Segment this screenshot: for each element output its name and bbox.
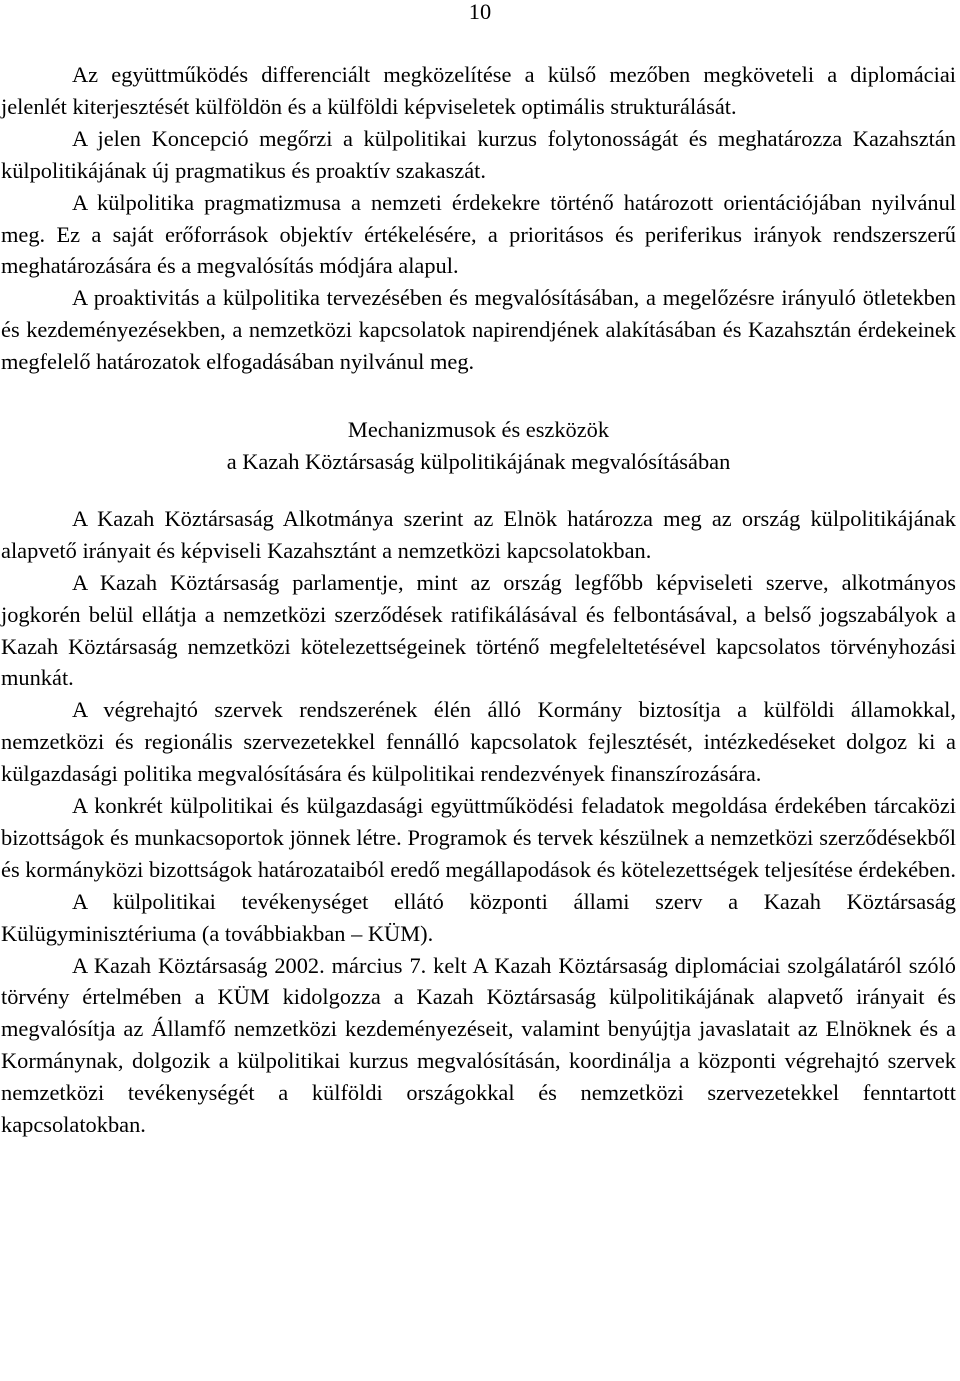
paragraph: A külpolitika pragmatizmusa a nemzeti érdekekre történő határozott orientációjában nyilvánul meg. Ez a saját erőforrások objektív értékelésére, a prioritásos és periferikus irányok rendszerszerű meghatározására és a megvalósítás módjára alapul. [1, 189, 956, 279]
page-number: 10 [468, 0, 492, 24]
paragraph: A Kazah Köztársaság Alkotmánya szerint az Elnök határozza meg az ország külpolitikájának alapvető irányait és képviseli Kazahsztánt a nemzetközi kapcsolatokban. [1, 505, 956, 563]
paragraph: A konkrét külpolitikai és külgazdasági együttműködési feladatok megoldása érdekében tárcaközi bizottságok és munkacsoportok jönnek létre. Programok és tervek készülnek a nemzetközi szerződésekből és kormányközi bizottságok határozataiból eredő megállapodások és kötelezettségek teljesítése érdekében. [1, 793, 956, 882]
paragraph: A Kazah Köztársaság 2002. március 7. kelt A Kazah Köztársaság diplomáciai szolgálatáról szóló törvény értelmében a KÜM kidolgozza a Kazah Köztársaság külpolitikájának alapvető irányait és megvalósítja az Államfő nemzetközi kezdeményezéseit, valamint benyújtja javaslatait az Elnöknek és a Kormánynak, dolgozik a külpolitikai kurzus megvalósításán, koordinálja a központi végrehajtó szervek nemzetközi tevékenységét a külföldi országokkal és nemzetközi szervezetekkel fenntartott kapcsolatokban. [1, 952, 956, 1138]
section-heading-line-2: a Kazah Köztársaság külpolitikájának megvalósításában [226, 448, 731, 474]
body-text [1, 59, 956, 1141]
paragraph: A Kazah Köztársaság parlamentje, mint az ország legfőbb képviseleti szerve, alkotmányos jogkorén belül ellátja a nemzetközi szerződések ratifikálásával és felbontásával, a belső jogszabályok a Kazah Köztársaság nemzetközi kötelezettségeinek történő megfeleltetésével kapcsolatos törvényhozási munkát. [1, 569, 956, 691]
paragraph: A proaktivitás a külpolitika tervezésében és megvalósításában, a megelőzésre irányuló ötletekben és kezdeményezésekben, a nemzetközi kapcsolatok napirendjének alakításában és Kazahsztán érdekeinek megfelelő határozatok elfogadásában nyilvánul meg. [1, 285, 956, 375]
section-heading-line-1: Mechanizmusok és eszközök [347, 417, 610, 443]
paragraph: Az együttműködés differenciált megközelítése a külső mezőben megköveteli a diplomáciai jelenlét kiterjesztését külföldön és a külföldi képviseletek optimális strukturálását. [1, 62, 956, 119]
paragraph: A külpolitikai tevékenységet ellátó központi állami szerv a Kazah Köztársaság Külügyminisztériuma (a továbbiakban – KÜM). [1, 888, 956, 946]
paragraph: A végrehajtó szervek rendszerének élén álló Kormány biztosítja a külföldi államokkal, nemzetközi és regionális szervezetekkel fennálló kapcsolatok fejlesztését, intézkedéseket dolgoz ki a külgazdasági politika megvalósítására és külpolitikai rendezvények finanszírozására. [1, 697, 956, 787]
section-heading [1, 414, 956, 478]
paragraph: A jelen Koncepció megőrzi a külpolitikai kurzus folytonosságát és meghatározza Kazahsztán külpolitikájának új pragmatikus és proaktív szakaszát. [1, 125, 956, 183]
